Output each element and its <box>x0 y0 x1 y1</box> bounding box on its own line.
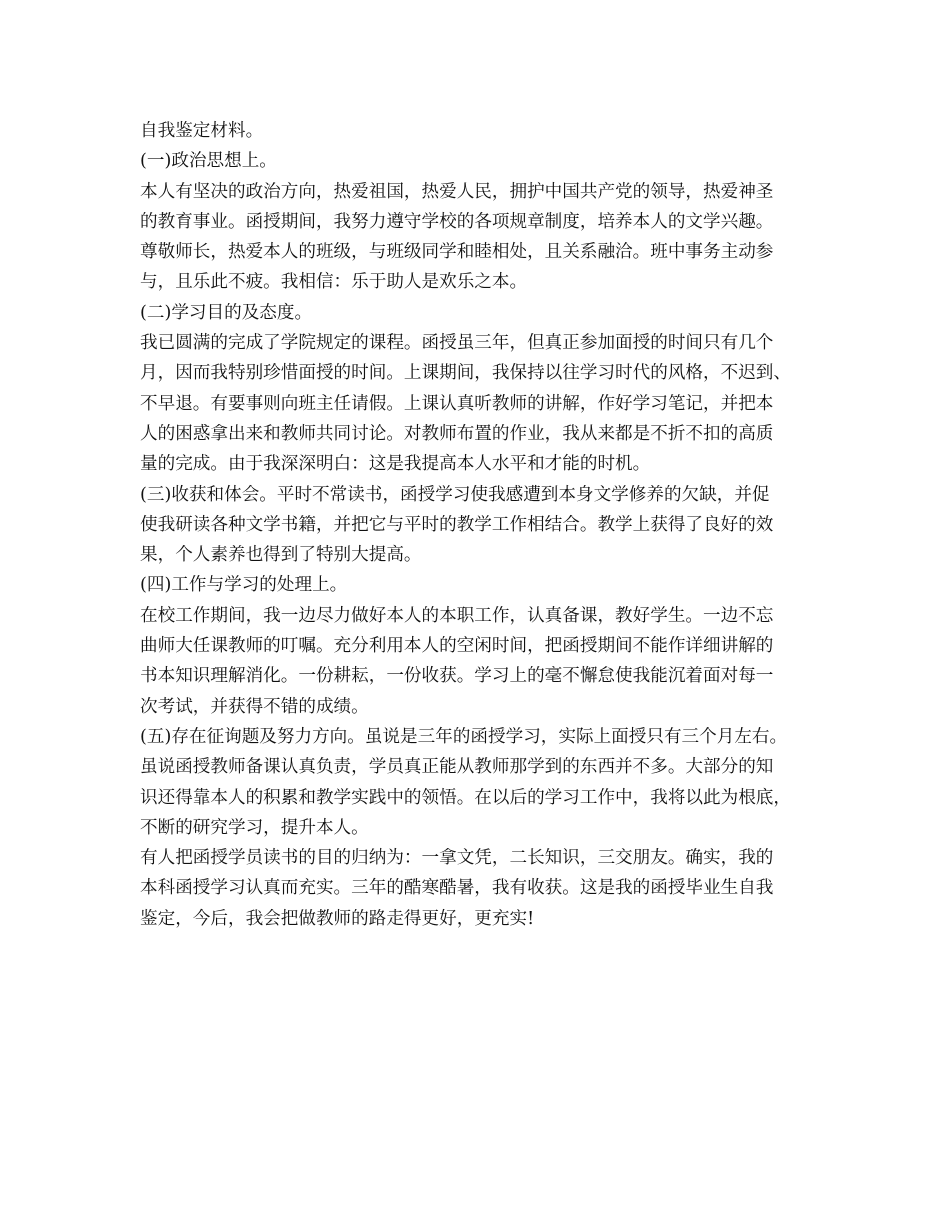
section-heading: (四)工作与学习的处理上。 <box>140 575 348 596</box>
text-line: 识还得靠本人的积累和教学实践中的领悟。在以后的学习工作中，我将以此为根底， <box>140 787 791 808</box>
text-line: 鉴定，今后，我会把做教师的路走得更好，更充实! <box>140 908 535 929</box>
text-line: (三)收获和体会。平时不常读书，函授学习使我感遭到本身文学修养的欠缺，并促 <box>140 484 770 505</box>
text-line: 不断的研究学习，提升本人。 <box>140 817 369 838</box>
text-line: 我已圆满的完成了学院规定的课程。函授虽三年，但真正参加面授的时间只有几个 <box>140 333 774 354</box>
text-line: 尊敬师长，热爱本人的班级，与班级同学和睦相处，且关系融洽。班中事务主动参 <box>140 242 774 263</box>
text-line: 使我研读各种文学书籍，并把它与平时的教学工作相结合。教学上获得了良好的效 <box>140 514 774 535</box>
text-line: (五)存在征询题及努力方向。虽说是三年的函授学习，实际上面授只有三个月左右。 <box>140 726 788 747</box>
text-line: 量的完成。由于我深深明白：这是我提高本人水平和才能的时机。 <box>140 454 651 475</box>
text-line: 月，因而我特别珍惜面授的时间。上课期间，我保持以往学习时代的风格，不迟到、 <box>140 363 791 384</box>
text-line: 果，个人素养也得到了特别大提高。 <box>140 545 422 566</box>
document-body <box>140 116 830 934</box>
text-line: 不早退。有要事则向班主任请假。上课认真听教师的讲解，作好学习笔记，并把本 <box>140 393 774 414</box>
text-line: 曲师大任课教师的叮嘱。充分利用本人的空闲时间，把函授期间不能作详细讲解的 <box>140 636 774 657</box>
text-line: 人的困惑拿出来和教师共同讨论。对教师布置的作业，我从来都是不折不扣的高质 <box>140 423 774 444</box>
section-heading: (一)政治思想上。 <box>140 151 277 172</box>
text-line: 次考试，并获得不错的成绩。 <box>140 696 369 717</box>
text-line: 本科函授学习认真而充实。三年的酷寒酷暑，我有收获。这是我的函授毕业生自我 <box>140 878 774 899</box>
text-line: 在校工作期间，我一边尽力做好本人的本职工作，认真备课，教好学生。一边不忘 <box>140 605 774 626</box>
text-line: 有人把函授学员读书的目的归纳为：一拿文凭，二长知识，三交朋友。确实，我的 <box>140 848 774 869</box>
text-line: 自我鉴定材料。 <box>140 121 264 141</box>
text-line: 与，且乐此不疲。我相信：乐于助人是欢乐之本。 <box>140 272 528 293</box>
text-line: 的教育事业。函授期间，我努力遵守学校的各项规章制度，培养本人的文学兴趣。 <box>140 211 774 232</box>
text-line: 书本知识理解消化。一份耕耘，一份收获。学习上的毫不懈怠使我能沉着面对每一 <box>140 666 774 687</box>
text-line: 虽说函授教师备课认真负责，学员真正能从教师那学到的东西并不多。大部分的知 <box>140 757 774 778</box>
section-heading: (二)学习目的及态度。 <box>140 302 313 323</box>
text-line: 本人有坚决的政治方向，热爱祖国，热爱人民，拥护中国共产党的领导，热爱神圣 <box>140 181 774 202</box>
